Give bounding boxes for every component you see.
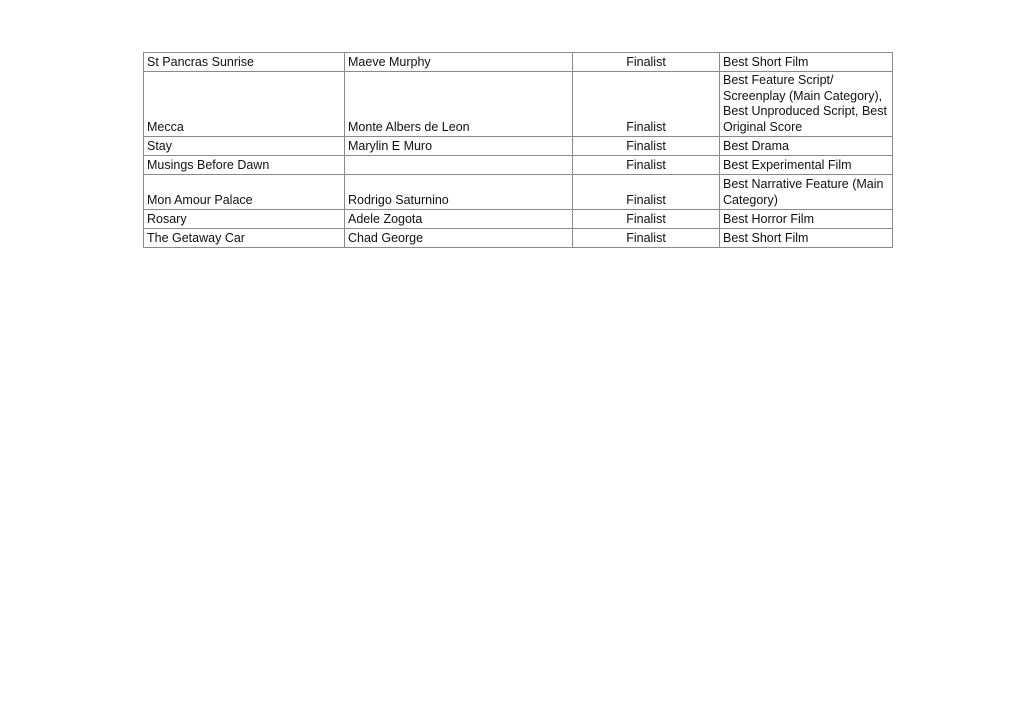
film-title-cell: Rosary	[144, 210, 345, 229]
table-row	[144, 175, 893, 210]
film-title-cell: Stay	[144, 137, 345, 156]
award-cell: Best Narrative Feature (Main Category)	[720, 175, 893, 210]
status-cell: Finalist	[573, 175, 720, 210]
director-cell: Monte Albers de Leon	[345, 72, 573, 137]
award-cell: Best Horror Film	[720, 210, 893, 229]
director-cell: Marylin E Muro	[345, 137, 573, 156]
table-row	[144, 229, 893, 248]
film-title-cell: St Pancras Sunrise	[144, 53, 345, 72]
director-cell	[345, 156, 573, 175]
table-row	[144, 156, 893, 175]
director-cell: Rodrigo Saturnino	[345, 175, 573, 210]
table-row	[144, 53, 893, 72]
award-cell: Best Drama	[720, 137, 893, 156]
table-row	[144, 72, 893, 137]
film-title-cell: The Getaway Car	[144, 229, 345, 248]
film-title-cell: Musings Before Dawn	[144, 156, 345, 175]
director-cell: Chad George	[345, 229, 573, 248]
status-cell: Finalist	[573, 137, 720, 156]
director-cell: Maeve Murphy	[345, 53, 573, 72]
finalists-table-body	[144, 53, 893, 248]
award-cell: Best Experimental Film	[720, 156, 893, 175]
status-cell: Finalist	[573, 53, 720, 72]
film-title-cell: Mecca	[144, 72, 345, 137]
director-cell: Adele Zogota	[345, 210, 573, 229]
status-cell: Finalist	[573, 156, 720, 175]
table-row	[144, 137, 893, 156]
status-cell: Finalist	[573, 229, 720, 248]
table-row	[144, 210, 893, 229]
status-cell: Finalist	[573, 210, 720, 229]
award-cell: Best Feature Script/ Screenplay (Main Category), Best Unproduced Script, Best Original Score	[720, 72, 893, 137]
award-cell: Best Short Film	[720, 53, 893, 72]
film-title-cell: Mon Amour Palace	[144, 175, 345, 210]
finalists-table	[143, 52, 893, 248]
status-cell: Finalist	[573, 72, 720, 137]
award-cell: Best Short Film	[720, 229, 893, 248]
